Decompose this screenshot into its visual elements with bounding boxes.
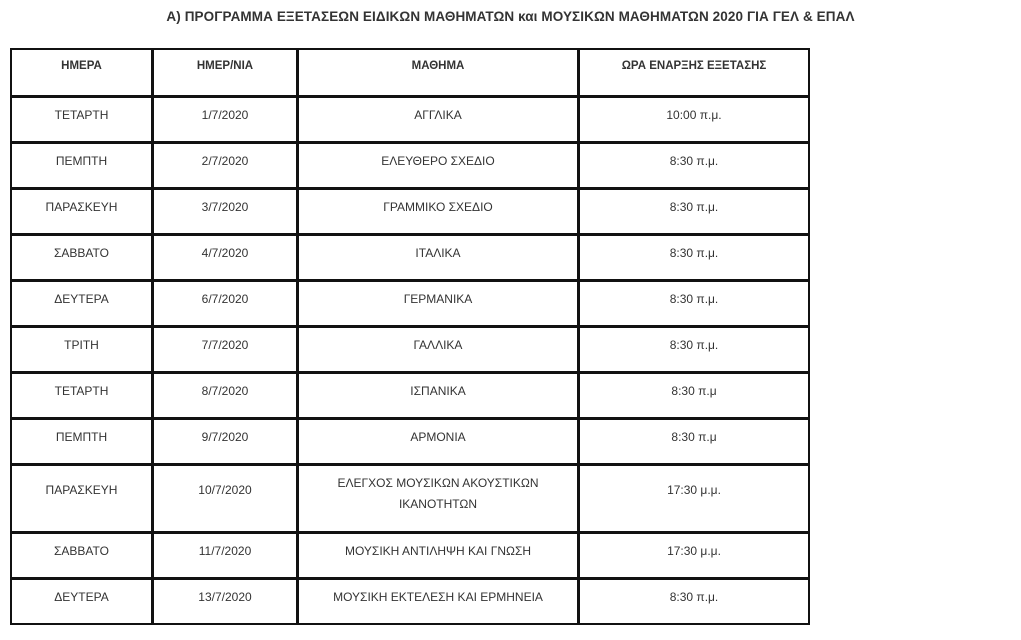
cell-day: ΠΑΡΑΣΚΕΥΗ (11, 465, 153, 533)
cell-subject: ΜΟΥΣΙΚΗ ΕΚΤΕΛΕΣΗ ΚΑΙ ΕΡΜΗΝΕΙΑ (298, 579, 579, 625)
cell-day: ΠΕΜΠΤΗ (11, 143, 153, 189)
cell-date: 1/7/2020 (153, 97, 298, 143)
table-row (11, 189, 810, 235)
cell-subject: ΜΟΥΣΙΚΗ ΑΝΤΙΛΗΨΗ ΚΑΙ ΓΝΩΣΗ (298, 533, 579, 579)
cell-date: 4/7/2020 (153, 235, 298, 281)
table-header-row (11, 49, 810, 97)
cell-date: 6/7/2020 (153, 281, 298, 327)
table-row (11, 97, 810, 143)
cell-subject: ΓΡΑΜΜΙΚΟ ΣΧΕΔΙΟ (298, 189, 579, 235)
cell-date: 9/7/2020 (153, 419, 298, 465)
cell-date: 13/7/2020 (153, 579, 298, 625)
table-row (11, 327, 810, 373)
cell-time: 8:30 π.μ. (579, 281, 810, 327)
cell-day: ΤΕΤΑΡΤΗ (11, 97, 153, 143)
cell-date: 11/7/2020 (153, 533, 298, 579)
table-row (11, 465, 810, 533)
exam-schedule-table (10, 48, 810, 625)
cell-time: 8:30 π.μ. (579, 235, 810, 281)
page-title: Α) ΠΡΟΓΡΑΜΜΑ ΕΞΕΤΑΣΕΩΝ ΕΙΔΙΚΩΝ ΜΑΘΗΜΑΤΩΝ και ΜΟΥΣΙΚΩΝ ΜΑΘΗΜΑΤΩΝ 2020 ΓΙΑ ΓΕΛ & ΕΠΑΛ (166, 9, 855, 24)
table-row (11, 143, 810, 189)
table-row (11, 419, 810, 465)
cell-date: 2/7/2020 (153, 143, 298, 189)
cell-subject: ΕΛΕΥΘΕΡΟ ΣΧΕΔΙΟ (298, 143, 579, 189)
cell-time: 8:30 π.μ (579, 419, 810, 465)
header-subject: ΜΑΘΗΜΑ (298, 49, 579, 97)
cell-subject: ΑΓΓΛΙΚΑ (298, 97, 579, 143)
table-row (11, 579, 810, 625)
cell-day: ΤΡΙΤΗ (11, 327, 153, 373)
cell-time: 8:30 π.μ. (579, 143, 810, 189)
table-row (11, 533, 810, 579)
table-row (11, 235, 810, 281)
cell-time: 8:30 π.μ. (579, 189, 810, 235)
cell-day: ΤΕΤΑΡΤΗ (11, 373, 153, 419)
cell-date: 7/7/2020 (153, 327, 298, 373)
cell-subject: ΕΛΕΓΧΟΣ ΜΟΥΣΙΚΩΝ ΑΚΟΥΣΤΙΚΩΝ ΙΚΑΝΟΤΗΤΩΝ (298, 465, 579, 533)
cell-subject: ΙΤΑΛΙΚΑ (298, 235, 579, 281)
cell-subject: ΑΡΜΟΝΙΑ (298, 419, 579, 465)
table-row (11, 281, 810, 327)
cell-day: ΔΕΥΤΕΡΑ (11, 281, 153, 327)
cell-date: 8/7/2020 (153, 373, 298, 419)
table-row (11, 373, 810, 419)
cell-time: 8:30 π.μ (579, 373, 810, 419)
cell-subject: ΓΕΡΜΑΝΙΚΑ (298, 281, 579, 327)
cell-time: 17:30 μ.μ. (579, 465, 810, 533)
cell-time: 8:30 π.μ. (579, 327, 810, 373)
header-date: ΗΜΕΡ/ΝΙΑ (153, 49, 298, 97)
cell-day: ΣΑΒΒΑΤΟ (11, 533, 153, 579)
header-time: ΩΡΑ ΕΝΑΡΞΗΣ ΕΞΕΤΑΣΗΣ (579, 49, 810, 97)
cell-date: 10/7/2020 (153, 465, 298, 533)
cell-time: 17:30 μ.μ. (579, 533, 810, 579)
cell-time: 10:00 π.μ. (579, 97, 810, 143)
cell-subject: ΓΑΛΛΙΚΑ (298, 327, 579, 373)
cell-date: 3/7/2020 (153, 189, 298, 235)
cell-day: ΔΕΥΤΕΡΑ (11, 579, 153, 625)
header-day: ΗΜΕΡΑ (11, 49, 153, 97)
cell-day: ΠΑΡΑΣΚΕΥΗ (11, 189, 153, 235)
cell-subject: ΙΣΠΑΝΙΚΑ (298, 373, 579, 419)
cell-day: ΠΕΜΠΤΗ (11, 419, 153, 465)
cell-time: 8:30 π.μ. (579, 579, 810, 625)
cell-day: ΣΑΒΒΑΤΟ (11, 235, 153, 281)
